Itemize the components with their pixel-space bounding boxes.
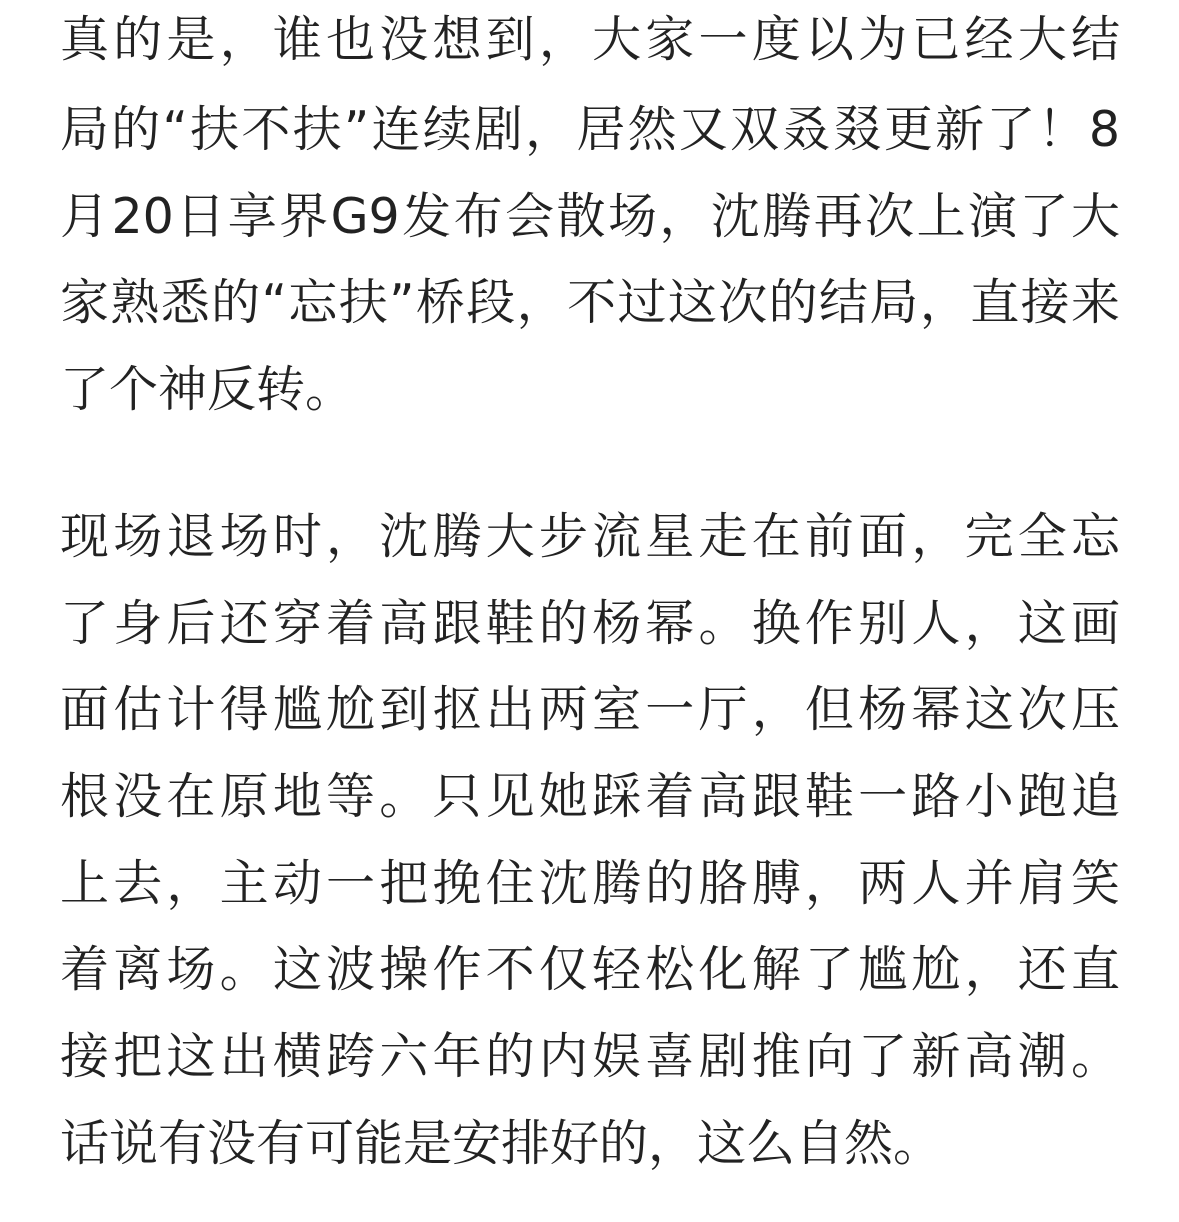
text-line: 家熟悉的“忘扶”桥段，不过这次的结局，直接来 [60,274,1120,331]
text-line: 面估计得尴尬到抠出两室一厅，但杨幂这次压 [60,681,1120,738]
text-line: 根没在原地等。只见她踩着高跟鞋一路小跑追 [60,768,1120,825]
text-line: 话说有没有可能是安排好的，这么自然。 [60,1115,943,1172]
text-line: 了身后还穿着高跟鞋的杨幂。换作别人，这画 [60,595,1120,652]
text-line: 局的“扶不扶”连续剧，居然又双叒叕更新了！8 [60,101,1120,158]
text-line: 上去，主动一把挽住沈腾的胳膊，两人并肩笑 [60,855,1120,912]
text-line: 接把这出横跨六年的内娱喜剧推向了新高潮。 [60,1028,1120,1085]
text-line: 现场退场时，沈腾大步流星走在前面，完全忘 [60,508,1120,565]
text-line: 月20日享界G9发布会散场，沈腾再次上演了大 [60,188,1120,245]
text-line: 着离场。这波操作不仅轻松化解了尴尬，还直 [60,941,1120,998]
text-line: 了个神反转。 [60,361,355,418]
text-line: 真的是，谁也没想到，大家一度以为已经大结 [60,11,1120,68]
